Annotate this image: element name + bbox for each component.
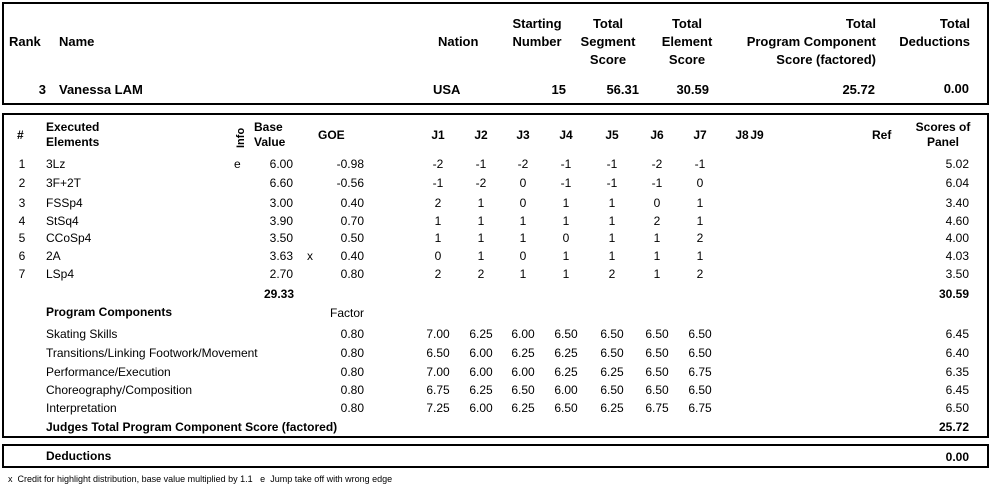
element-panel-score: 5.02 bbox=[945, 157, 969, 171]
component-judge-score: 6.75 bbox=[645, 401, 669, 415]
component-judge-score: 6.00 bbox=[511, 365, 535, 379]
skater-total-segment-score: 56.31 bbox=[606, 82, 639, 97]
component-judge-score: 6.50 bbox=[645, 327, 669, 341]
element-judge-score: 2 bbox=[608, 267, 616, 281]
element-row-number: 3 bbox=[18, 196, 26, 210]
element-judge-score: 2 bbox=[653, 214, 661, 228]
component-judge-score: 6.50 bbox=[645, 346, 669, 360]
footnote-e-text: Jump take off with wrong edge bbox=[270, 474, 393, 484]
component-factor: 0.80 bbox=[340, 327, 364, 341]
element-goe: 0.50 bbox=[340, 231, 364, 245]
element-judge-score: 1 bbox=[434, 231, 442, 245]
component-judge-score: 6.00 bbox=[554, 383, 578, 397]
component-judge-score: 7.00 bbox=[426, 327, 450, 341]
element-panel-score: 4.00 bbox=[945, 231, 969, 245]
element-name: LSp4 bbox=[46, 267, 75, 281]
element-judge-score: 1 bbox=[477, 214, 485, 228]
element-row-number: 7 bbox=[18, 267, 26, 281]
element-base-value: 3.50 bbox=[269, 231, 293, 245]
element-judge-score: -1 bbox=[606, 176, 618, 190]
element-name: 3F+2T bbox=[46, 176, 82, 190]
element-judge-score: 1 bbox=[477, 249, 485, 263]
program-components-title: Program Components bbox=[46, 305, 173, 319]
component-judge-score: 6.50 bbox=[554, 327, 578, 341]
element-panel-score: 3.40 bbox=[945, 196, 969, 210]
deductions-label: Deductions bbox=[46, 449, 112, 463]
element-judge-score: 1 bbox=[608, 249, 616, 263]
element-judge-score: 1 bbox=[477, 196, 485, 210]
element-goe: 0.40 bbox=[340, 249, 364, 263]
component-judge-score: 6.25 bbox=[554, 365, 578, 379]
element-judge-score: 1 bbox=[477, 231, 485, 245]
deductions-box bbox=[2, 444, 989, 468]
element-row-number: 6 bbox=[18, 249, 26, 263]
base-value-total: 29.33 bbox=[263, 287, 294, 301]
element-judge-score: -2 bbox=[475, 176, 487, 190]
judge-header-4: J4 bbox=[559, 128, 573, 142]
component-name: Choreography/Composition bbox=[46, 383, 193, 397]
element-judge-score: 1 bbox=[562, 249, 570, 263]
element-goe: 0.80 bbox=[340, 267, 364, 281]
component-judge-score: 6.50 bbox=[688, 383, 712, 397]
element-judge-score: 0 bbox=[434, 249, 442, 263]
judge-header-3: J3 bbox=[516, 128, 530, 142]
component-judge-score: 6.25 bbox=[554, 346, 578, 360]
skater-total-pcs: 25.72 bbox=[842, 82, 875, 97]
element-judge-score: 2 bbox=[696, 231, 704, 245]
component-judge-score: 6.00 bbox=[511, 327, 535, 341]
footnote-x-text: Credit for highlight distribution, base value multiplied by 1.1 bbox=[17, 474, 253, 484]
component-judge-score: 6.50 bbox=[688, 327, 712, 341]
element-panel-score: 6.04 bbox=[945, 176, 969, 190]
footnote bbox=[8, 472, 392, 486]
element-judge-score: 1 bbox=[653, 267, 661, 281]
deductions-value: 0.00 bbox=[945, 450, 969, 464]
skater-name: Vanessa LAM bbox=[59, 82, 143, 97]
component-panel-score: 6.50 bbox=[945, 401, 969, 415]
element-name: StSq4 bbox=[46, 214, 79, 228]
element-name: 2A bbox=[46, 249, 61, 263]
component-judge-score: 6.50 bbox=[426, 346, 450, 360]
element-row-number: 1 bbox=[18, 157, 26, 171]
element-judge-score: 0 bbox=[519, 249, 527, 263]
judge-header-9: J9 bbox=[750, 128, 764, 142]
element-judge-score: 0 bbox=[653, 196, 661, 210]
component-judge-score: 6.50 bbox=[645, 365, 669, 379]
component-judge-score: 6.50 bbox=[645, 383, 669, 397]
element-judge-score: 1 bbox=[519, 267, 527, 281]
component-judge-score: 6.75 bbox=[426, 383, 450, 397]
element-judge-score: 1 bbox=[562, 267, 570, 281]
element-judge-score: 1 bbox=[519, 231, 527, 245]
element-base-value: 3.90 bbox=[269, 214, 293, 228]
total-element-score-header: Total Element Score bbox=[661, 16, 713, 67]
element-judge-score: 1 bbox=[562, 196, 570, 210]
elements-panel-total: 30.59 bbox=[938, 287, 969, 301]
element-goe: -0.98 bbox=[336, 157, 364, 171]
element-judge-score: -1 bbox=[606, 157, 618, 171]
judge-header-6: J6 bbox=[650, 128, 664, 142]
element-judge-score: 2 bbox=[477, 267, 485, 281]
skater-total-element-score: 30.59 bbox=[676, 82, 709, 97]
element-judge-score: 1 bbox=[653, 231, 661, 245]
component-judge-score: 6.50 bbox=[600, 327, 624, 341]
element-judge-score: 1 bbox=[608, 214, 616, 228]
nation-header: Nation bbox=[438, 34, 479, 49]
ref-header: Ref bbox=[872, 128, 892, 142]
element-judge-score: -1 bbox=[560, 157, 572, 171]
element-judge-score: 1 bbox=[653, 249, 661, 263]
element-judge-score: -1 bbox=[694, 157, 706, 171]
element-judge-score: -1 bbox=[651, 176, 663, 190]
component-judge-score: 6.50 bbox=[554, 401, 578, 415]
footnote-e-mark: e bbox=[260, 474, 266, 484]
element-judge-score: -1 bbox=[560, 176, 572, 190]
element-base-value: 2.70 bbox=[269, 267, 293, 281]
judge-header-8: J8 bbox=[735, 128, 749, 142]
judges-total-pcs-label: Judges Total Program Component Score (factored) bbox=[46, 420, 338, 434]
component-panel-score: 6.45 bbox=[945, 383, 969, 397]
info-header: Info bbox=[235, 127, 247, 148]
component-panel-score: 6.45 bbox=[945, 327, 969, 341]
component-judge-score: 7.25 bbox=[426, 401, 450, 415]
element-judge-score: 1 bbox=[562, 214, 570, 228]
component-judge-score: 6.25 bbox=[600, 365, 624, 379]
element-panel-score: 4.03 bbox=[945, 249, 969, 263]
element-panel-score: 4.60 bbox=[945, 214, 969, 228]
element-judge-score: -2 bbox=[517, 157, 529, 171]
element-judge-score: -1 bbox=[475, 157, 487, 171]
element-row-number: 4 bbox=[18, 214, 26, 228]
element-judge-score: 1 bbox=[519, 214, 527, 228]
component-panel-score: 6.40 bbox=[945, 346, 969, 360]
component-factor: 0.80 bbox=[340, 365, 364, 379]
component-judge-score: 6.50 bbox=[511, 383, 535, 397]
panel-header: Scores of Panel bbox=[915, 120, 971, 149]
element-goe: 0.40 bbox=[340, 196, 364, 210]
component-judge-score: 7.00 bbox=[426, 365, 450, 379]
component-name: Performance/Execution bbox=[46, 365, 171, 379]
factor-header: Factor bbox=[330, 306, 365, 320]
element-name: CCoSp4 bbox=[46, 231, 92, 245]
component-judge-score: 6.50 bbox=[688, 346, 712, 360]
element-judge-score: 0 bbox=[519, 196, 527, 210]
element-judge-score: 1 bbox=[696, 214, 704, 228]
element-panel-score: 3.50 bbox=[945, 267, 969, 281]
starting-number-header: Starting Number bbox=[512, 16, 562, 49]
element-base-value: 3.63 bbox=[269, 249, 293, 263]
component-factor: 0.80 bbox=[340, 383, 364, 397]
element-judge-score: -1 bbox=[432, 176, 444, 190]
total-pcs-header: Total Program Component Score (factored) bbox=[746, 16, 876, 67]
judge-header-2: J2 bbox=[474, 128, 488, 142]
component-judge-score: 6.00 bbox=[469, 346, 493, 360]
num-header: # bbox=[17, 128, 24, 142]
skater-rank: 3 bbox=[38, 82, 46, 97]
element-judge-score: 1 bbox=[608, 231, 616, 245]
element-judge-score: 0 bbox=[696, 176, 704, 190]
component-judge-score: 6.25 bbox=[511, 401, 535, 415]
element-judge-score: 0 bbox=[519, 176, 527, 190]
skater-total-deductions: 0.00 bbox=[943, 81, 969, 96]
total-deductions-header: Total Deductions bbox=[899, 16, 970, 49]
element-judge-score: 2 bbox=[434, 267, 442, 281]
total-segment-score-header: Total Segment Score bbox=[580, 16, 636, 67]
component-panel-score: 6.35 bbox=[945, 365, 969, 379]
component-factor: 0.80 bbox=[340, 346, 364, 360]
component-name: Transitions/Linking Footwork/Movement bbox=[46, 346, 258, 360]
component-judge-score: 6.25 bbox=[469, 383, 493, 397]
component-judge-score: 6.50 bbox=[600, 383, 624, 397]
judge-header-5: J5 bbox=[605, 128, 619, 142]
element-judge-score: -2 bbox=[432, 157, 444, 171]
component-judge-score: 6.25 bbox=[511, 346, 535, 360]
element-judge-score: 1 bbox=[696, 249, 704, 263]
element-base-value: 6.60 bbox=[269, 176, 293, 190]
component-judge-score: 6.25 bbox=[469, 327, 493, 341]
element-row-number: 5 bbox=[18, 231, 26, 245]
component-judge-score: 6.75 bbox=[688, 365, 712, 379]
element-goe: -0.56 bbox=[336, 176, 364, 190]
element-judge-score: 2 bbox=[434, 196, 442, 210]
element-base-value: 6.00 bbox=[269, 157, 293, 171]
element-judge-score: 1 bbox=[434, 214, 442, 228]
name-header: Name bbox=[59, 34, 95, 49]
element-info: e bbox=[234, 157, 241, 171]
element-row-number: 2 bbox=[18, 176, 26, 190]
judge-header-1: J1 bbox=[431, 128, 445, 142]
element-name: 3Lz bbox=[46, 157, 66, 171]
component-judge-score: 6.50 bbox=[600, 346, 624, 360]
goe-header: GOE bbox=[318, 128, 345, 142]
footnote-x-mark: x bbox=[8, 474, 13, 484]
element-judge-score: 1 bbox=[608, 196, 616, 210]
skater-nation: USA bbox=[433, 82, 461, 97]
base-value-header: Base Value bbox=[254, 120, 286, 149]
component-judge-score: 6.25 bbox=[600, 401, 624, 415]
element-goe: 0.70 bbox=[340, 214, 364, 228]
component-factor: 0.80 bbox=[340, 401, 364, 415]
element-judge-score: -2 bbox=[651, 157, 663, 171]
element-bonus-mark: x bbox=[307, 249, 313, 263]
element-judge-score: 0 bbox=[562, 231, 570, 245]
component-judge-score: 6.75 bbox=[688, 401, 712, 415]
element-judge-score: 2 bbox=[696, 267, 704, 281]
judge-header-7: J7 bbox=[693, 128, 707, 142]
judges-total-pcs-value: 25.72 bbox=[938, 420, 969, 434]
component-name: Skating Skills bbox=[46, 327, 118, 341]
element-base-value: 3.00 bbox=[269, 196, 293, 210]
element-name: FSSp4 bbox=[46, 196, 83, 210]
component-name: Interpretation bbox=[46, 401, 117, 415]
component-judge-score: 6.00 bbox=[469, 365, 493, 379]
rank-header: Rank bbox=[9, 34, 41, 49]
executed-elements-header: Executed Elements bbox=[46, 120, 100, 149]
skater-starting-number: 15 bbox=[551, 82, 566, 97]
element-judge-score: 1 bbox=[696, 196, 704, 210]
component-judge-score: 6.00 bbox=[469, 401, 493, 415]
